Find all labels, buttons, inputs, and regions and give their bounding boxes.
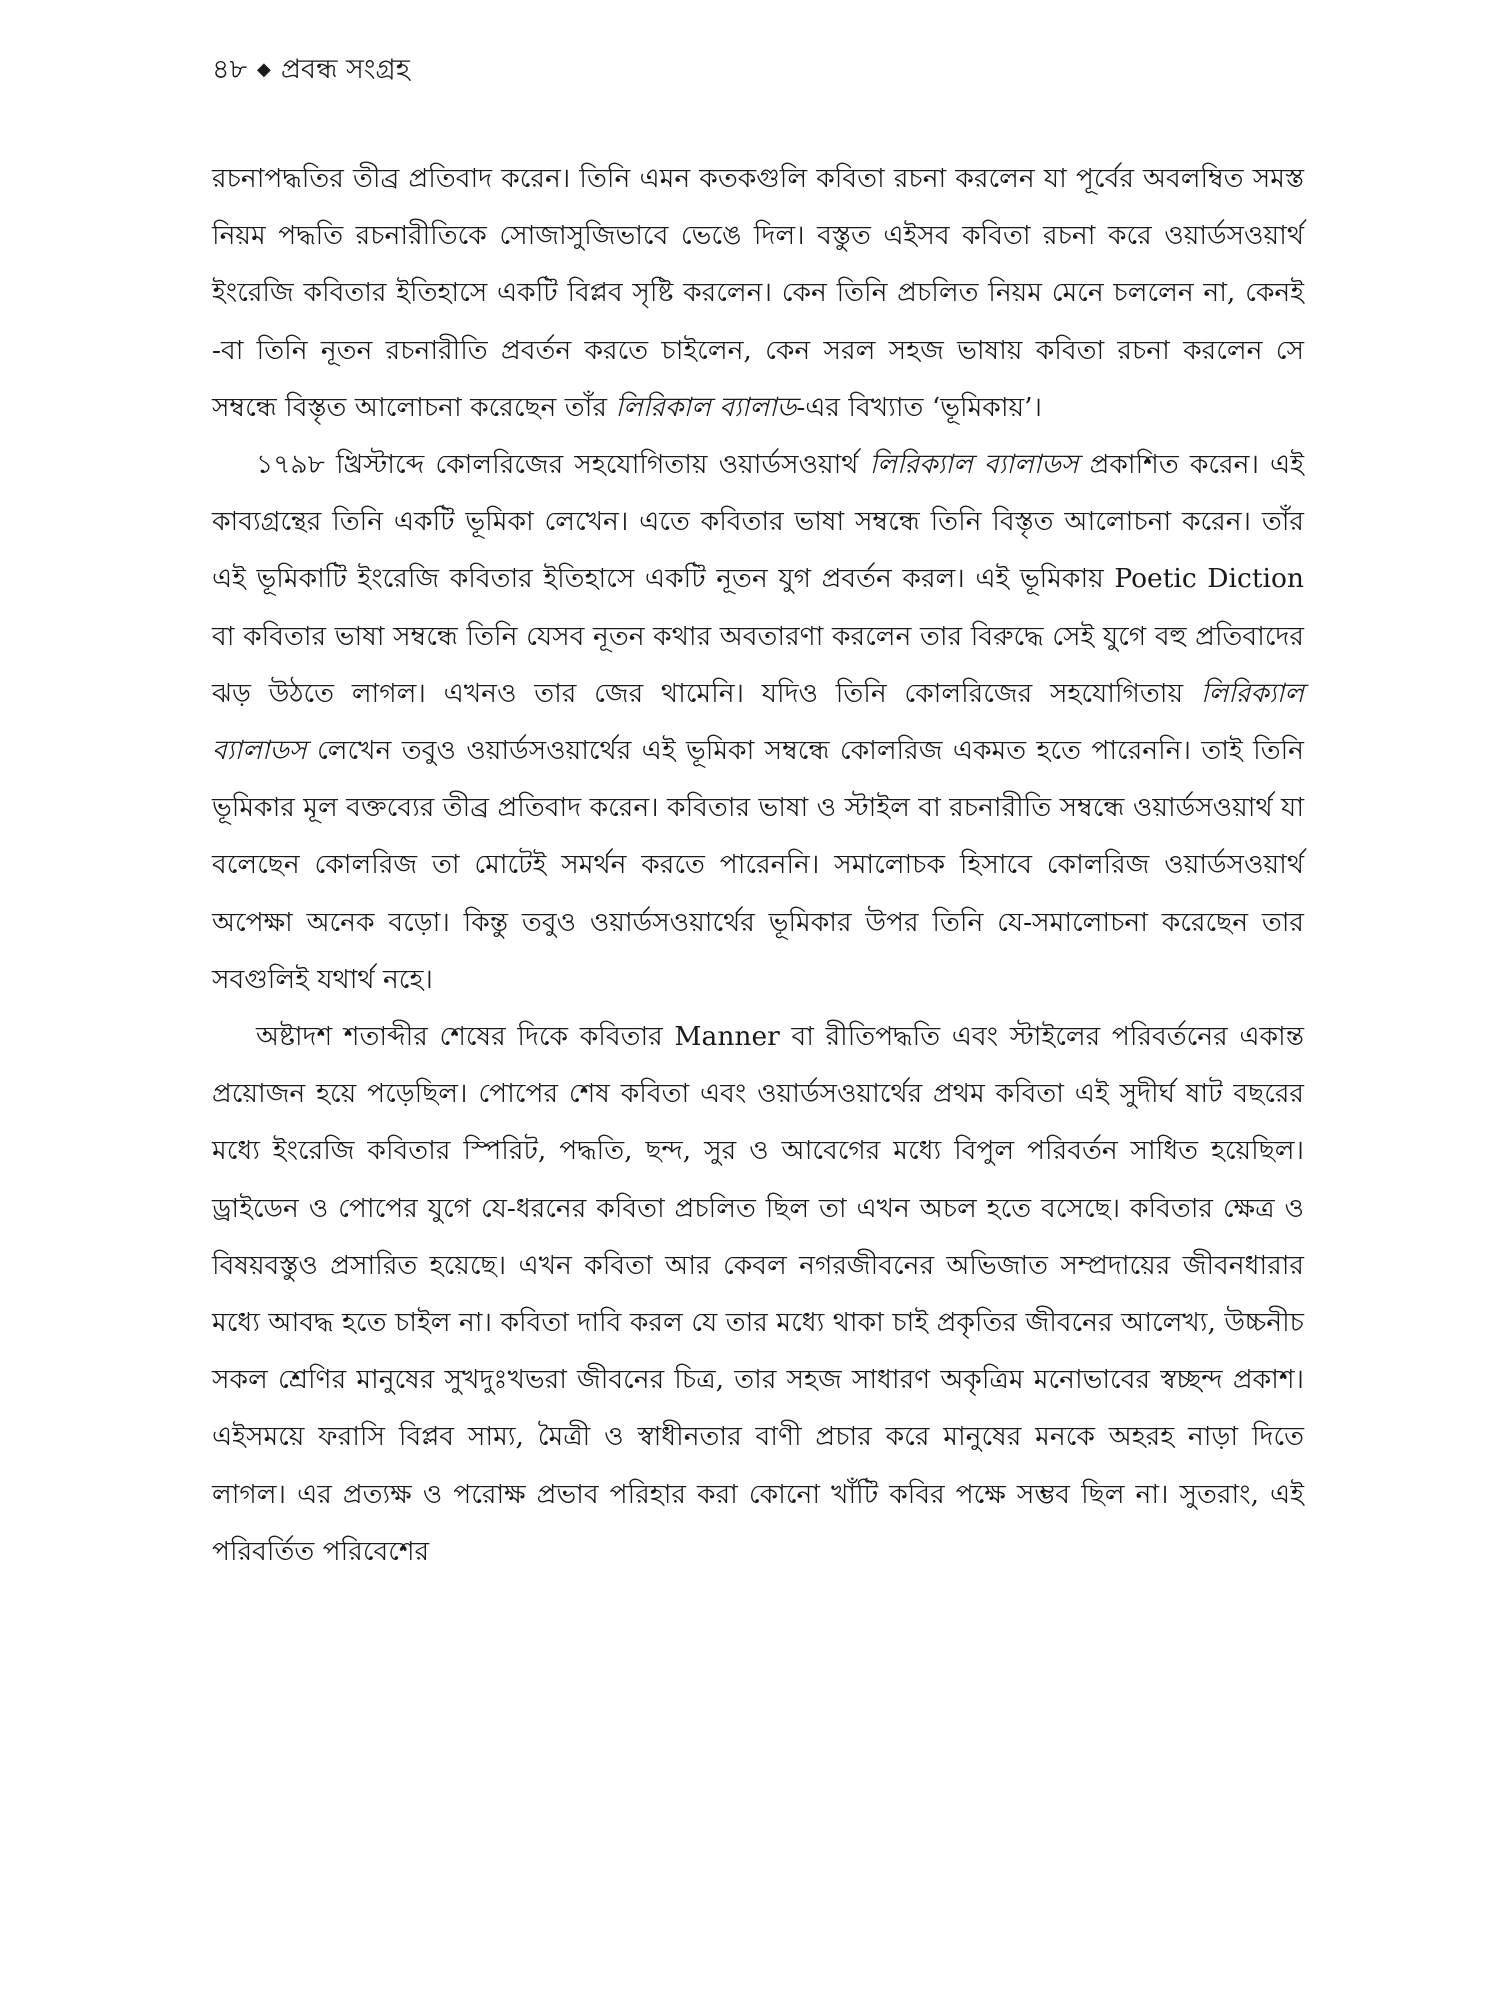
paragraph (212, 1008, 1304, 1580)
paragraph-text: -এর বিখ্যাত ‘ভূমিকায়’। (796, 391, 1043, 423)
paragraph (212, 150, 1304, 436)
italic-book-title: লিরিক্যাল ব্যালাডস (869, 449, 1079, 481)
paragraph-text: প্রকাশিত করেন। এই কাব্যগ্রন্থের তিনি একটি ভূমিকা লেখেন। এতে কবিতার ভাষা সম্বন্ধে তিনি বিস্তৃত আলোচনা করেন। তাঁর এই ভূমিকাটি ইংরেজি কবিতার ইতিহাসে একটি নূতন যুগ প্রবর্তন করল। এই ভূমিকায় Poetic Diction বা কবিতার ভাষা সম্বন্ধে তিনি যেসব নূতন কথার অবতারণা করলেন তার বিরুদ্ধে সেই যুগে বহু প্রতিবাদের ঝড় উঠতে লাগল। এখনও তার জের থামেনি। যদিও তিনি কোলরিজের সহযোগিতায় (212, 449, 1305, 709)
paragraph-text: অষ্টাদশ শতাব্দীর শেষের দিকে কবিতার Manner বা রীতিপদ্ধতি এবং স্টাইলের পরিবর্তনের একান্ত প্রয়োজন হয়ে পড়েছিল। পোপের শেষ কবিতা এবং ওয়ার্ডসওয়ার্থের প্রথম কবিতা এই সুদীর্ঘ ষাট বছরের মধ্যে ইংরেজি কবিতার স্পিরিট, পদ্ধতি, ছন্দ, সুর ও আবেগের মধ্যে বিপুল পরিবর্তন সাধিত হয়েছিল। ড্রাইডেন ও পোপের যুগে যে-ধরনের কবিতা প্রচলিত ছিল তা এখন অচল হতে বসেছে। কবিতার ক্ষেত্র ও বিষয়বস্তুও প্রসারিত হয়েছে। এখন কবিতা আর কেবল নগরজীবনের অভিজাত সম্প্রদায়ের জীবনধারার মধ্যে আবদ্ধ হতে চাইল না। কবিতা দাবি করল যে তার মধ্যে থাকা চাই প্রকৃতির জীবনের আলেখ্য, উচ্চনীচ সকল শ্রেণির মানুষের সুখদুঃখভরা জীবনের চিত্র, তার সহজ সাধারণ অকৃত্রিম মনোভাবের স্বচ্ছন্দ প্রকাশ। এইসময়ে ফরাসি বিপ্লব সাম্য, মৈত্রী ও স্বাধীনতার বাণী প্রচার করে মানুষের মনকে অহরহ নাড়া দিতে লাগল। এর প্রত্যক্ষ ও পরোক্ষ প্রভাব পরিহার করা কোনো খাঁটি কবির পক্ষে সম্ভব ছিল না। সুতরাং, এই পরিবর্তিত পরিবেশের (212, 1021, 1304, 1567)
page-number: ৪৮ (212, 54, 248, 85)
body-text (212, 150, 1304, 1580)
italic-book-title: লিরিকাল ব্যালাড (615, 391, 797, 423)
diamond-bullet-icon: ◆ (257, 59, 271, 80)
paragraph (212, 436, 1304, 1008)
italic-book-title: লিরিক্যাল ব্যালাডস (212, 677, 1304, 767)
running-head (212, 52, 410, 88)
paragraph-text: ১৭৯৮ খ্রিস্টাব্দে কোলরিজের সহযোগিতায় ওয়ার্ডসওয়ার্থ (256, 449, 870, 481)
paragraph-text: লেখেন তবুও ওয়ার্ডসওয়ার্থের এই ভূমিকা সম্বন্ধে কোলরিজ একমত হতে পারেননি। তাই তিনি ভূমিকার মূল বক্তব্যের তীব্র প্রতিবাদ করেন। কবিতার ভাষা ও স্টাইল বা রচনারীতি সম্বন্ধে ওয়ার্ডসওয়ার্থ যা বলেছেন কোলরিজ তা মোটেই সমর্থন করতে পারেননি। সমালোচক হিসাবে কোলরিজ ওয়ার্ডসওয়ার্থ অপেক্ষা অনেক বড়ো। কিন্তু তবুও ওয়ার্ডসওয়ার্থের ভূমিকার উপর তিনি যে-সমালোচনা করেছেন তার সবগুলিই যথার্থ নহে। (212, 735, 1304, 995)
paragraph-text: রচনাপদ্ধতির তীব্র প্রতিবাদ করেন। তিনি এমন কতকগুলি কবিতা রচনা করলেন যা পূর্বের অবলম্বিত সমস্ত নিয়ম পদ্ধতি রচনারীতিকে সোজাসুজিভাবে ভেঙে দিল। বস্তুত এইসব কবিতা রচনা করে ওয়ার্ডসওয়ার্থ ইংরেজি কবিতার ইতিহাসে একটি বিপ্লব সৃষ্টি করলেন। কেন তিনি প্রচলিত নিয়ম মেনে চললেন না, কেনই -বা তিনি নূতন রচনারীতি প্রবর্তন করতে চাইলেন, কেন সরল সহজ ভাষায় কবিতা রচনা করলেন সে সম্বন্ধে বিস্তৃত আলোচনা করেছেন তাঁর (212, 163, 1304, 423)
book-title: প্রবন্ধ সংগ্রহ (280, 54, 410, 85)
